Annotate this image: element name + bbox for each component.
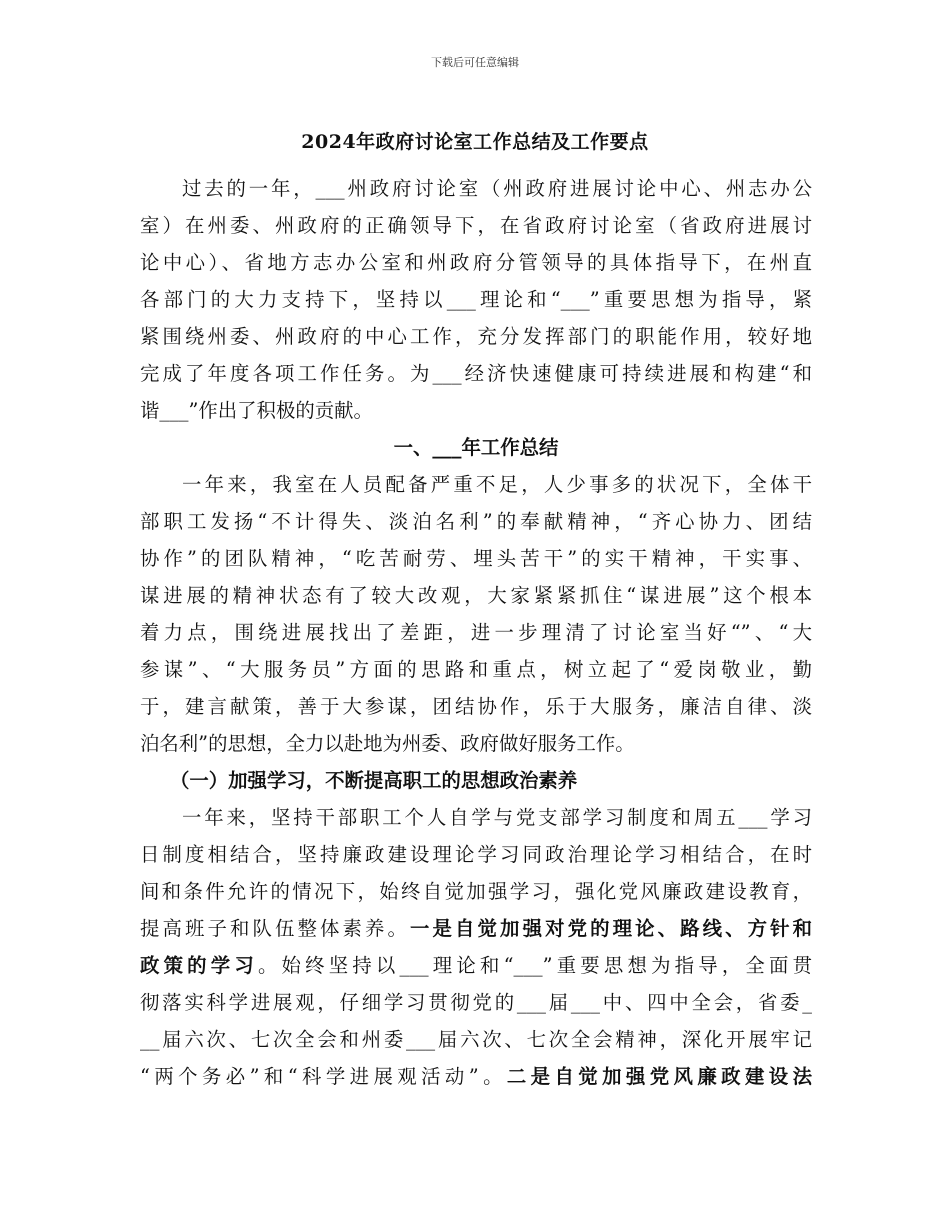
line-text: （一）加强学习，不断提高职工的思想政治素养	[170, 769, 578, 792]
text-line	[140, 355, 812, 392]
text-line	[140, 725, 812, 762]
document-title: 2024年政府讨论室工作总结及工作要点	[301, 131, 649, 153]
line-text: 着力点，围绕进展找出了差距，进一步理清了讨论室当好“”、“大	[140, 621, 812, 644]
text-line	[140, 836, 812, 873]
text-line	[140, 244, 812, 281]
line-text: “两个务必”和“科学进展观活动”。	[140, 1065, 507, 1088]
bold-text: 一是自觉加强对党的理论、路线、方针和	[410, 917, 812, 940]
text-line	[140, 947, 812, 984]
section-heading	[140, 429, 812, 466]
text-line	[140, 170, 812, 207]
line-text: 完成了年度各项工作任务。为___经济快速健康可持续进展和构建“和	[140, 362, 812, 385]
line-text: 部职工发扬“不计得失、淡泊名利”的奉献精神，“齐心协力、团结	[140, 510, 812, 533]
line-text: 各部门的大力支持下，坚持以___理论和“___”重要思想为指导，紧	[140, 288, 812, 311]
line-text: 提高班子和队伍整体素养。	[140, 917, 411, 940]
text-line	[140, 318, 812, 355]
document-body	[140, 170, 812, 1095]
line-text: 参谋”、“大服务员”方面的思路和重点，树立起了“爱岗敬业，勤	[140, 658, 812, 681]
text-line	[140, 910, 812, 947]
text-line	[140, 503, 812, 540]
line-text: 日制度相结合，坚持廉政建设理论学习同政治理论学习相结合，在时	[140, 843, 812, 866]
line-text: 彻落实科学进展观，仔细学习贯彻党的___届___中、四中全会，省委_	[140, 991, 812, 1014]
line-text: 论中心）、省地方志办公室和州政府分管领导的具体指导下，在州直	[140, 251, 812, 274]
text-line	[140, 651, 812, 688]
line-text: 。始终坚持以___理论和“___”重要思想为指导，全面贯	[257, 954, 812, 977]
text-line	[140, 1021, 812, 1058]
line-text: 室）在州委、州政府的正确领导下，在省政府讨论室（省政府进展讨	[140, 214, 812, 237]
text-line	[140, 540, 812, 577]
text-line	[140, 688, 812, 725]
text-line	[140, 1058, 812, 1095]
text-line	[140, 873, 812, 910]
line-text: 泊名利”的思想，全力以赴地为州委、政府做好服务工作。	[140, 732, 635, 755]
line-text: 一、___年工作总结	[393, 436, 559, 459]
section-heading	[140, 762, 812, 799]
text-line	[140, 577, 812, 614]
text-line	[140, 984, 812, 1021]
text-line	[140, 207, 812, 244]
line-text: 一年来，我室在人员配备严重不足，人少事多的状况下，全体干	[182, 473, 812, 496]
line-text: 紧围绕州委、州政府的中心工作，充分发挥部门的职能作用，较好地	[140, 325, 812, 348]
line-text: 一年来，坚持干部职工个人自学与党支部学习制度和周五___学习	[182, 806, 812, 829]
text-line	[140, 281, 812, 318]
line-text: 谋进展的精神状态有了较大改观，大家紧紧抓住“谋进展”这个根本	[140, 584, 812, 607]
page-header-note: 下载后可任意编辑	[431, 56, 519, 69]
line-text: __届六次、七次全会和州委___届六次、七次全会精神，深化开展牢记	[140, 1028, 812, 1051]
text-line	[140, 799, 812, 836]
line-text: 于，建言献策，善于大参谋，团结协作，乐于大服务，廉洁自律、淡	[140, 695, 812, 718]
bold-text: 政策的学习	[140, 954, 258, 977]
text-line	[140, 392, 812, 429]
line-text: 过去的一年，___州政府讨论室（州政府进展讨论中心、州志办公	[182, 177, 812, 200]
line-text: 协作”的团队精神，“吃苦耐劳、埋头苦干”的实干精神，干实事、	[140, 547, 812, 570]
bold-text: 二是自觉加强党风廉政建设法	[506, 1065, 812, 1088]
text-line	[140, 614, 812, 651]
text-line	[140, 466, 812, 503]
line-text: 间和条件允许的情况下，始终自觉加强学习，强化党风廉政建设教育，	[140, 880, 812, 903]
line-text: 谐___”作出了积极的贡献。	[140, 399, 373, 422]
